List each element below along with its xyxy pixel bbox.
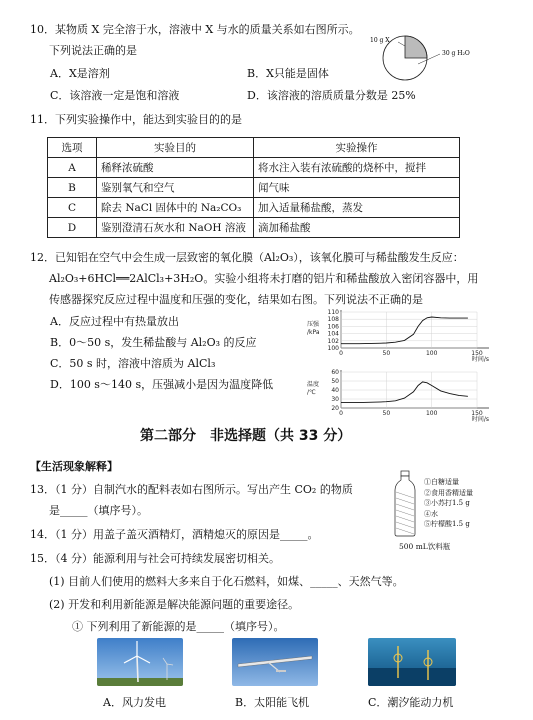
q10-pie-diagram [368,28,488,88]
q13-stem: 13．（1 分）自制汽水的配料表如右图所示。写出产生 CO₂ 的物质 [30,483,353,496]
cell-operation: 闻气味 [254,178,460,198]
x-axis-label: 时间/s [471,416,489,423]
part2-title: 第二部分 非选择题（共 33 分） [140,428,352,444]
wind-turbine-image [97,638,183,686]
y-tick-label: 50 [331,378,339,385]
q11-table [47,137,460,238]
cell-option: B [48,178,97,198]
tidal-turbine-image [368,638,456,686]
y-tick-label: 110 [327,309,339,316]
cell-option: A [48,158,97,178]
cell-operation: 滴加稀盐酸 [254,218,460,238]
x-tick-label: 50 [382,350,391,357]
pie-label-x: 10 g X [370,37,390,44]
list-item: ②食用香精适量 [424,488,473,497]
q10-option-b: B．X只能是固体 [247,67,329,80]
header-purpose: 实验目的 [97,138,254,158]
q12-stem-line3: 传感器探究反应过程中温度和压强的变化，结果如右图。下列说法不正确的是 [49,293,423,306]
x-tick-label: 150 [471,350,483,357]
table-row [48,178,460,198]
x-tick-label: 50 [382,410,391,417]
caption-solar: B．太阳能飞机 [235,696,310,709]
x-tick-label: 0 [339,350,343,357]
cell-operation: 将水注入装有浓硫酸的烧杯中，搅拌 [254,158,460,178]
q13-stem-line2: 是_____（填序号）。 [49,504,148,517]
q10-option-a: A．X是溶剂 [50,67,110,80]
cell-option: C [48,198,97,218]
list-item: ⑤柠檬酸1.5 g [424,520,470,528]
y-tick-label: 108 [327,316,339,324]
q12-stem: 12．已知铝在空气中会生成一层致密的氧化膜（Al₂O₃），该氧化膜可与稀盐酸发生反应： [30,251,464,264]
y-tick-label: 20 [331,405,339,412]
x-tick-label: 150 [471,410,483,417]
pressure-chart [305,308,505,368]
cell-option: D [48,218,97,238]
q12-option-a: A．反应过程中有热量放出 [50,315,179,328]
cell-purpose: 鉴别氧气和空气 [97,178,254,198]
x-tick-label: 100 [425,350,438,357]
section-subtitle: 【生活现象解释】 [30,460,118,473]
y-tick-label: 30 [331,396,339,403]
cell-purpose: 鉴别澄清石灰水和 NaOH 溶液 [97,218,254,238]
table-row [48,198,460,218]
list-item: ③小苏打1.5 g [424,499,470,507]
y-axis-label: 温度 [307,381,320,388]
q15-part1: (1) 目前人们使用的燃料大多来自于化石燃料，如煤、_____、天然气等。 [49,575,404,588]
bottle-icon [390,470,420,538]
q12-option-d: D．100 s～140 s，压强减小是因为温度降低 [50,378,274,391]
q10-option-c: C．该溶液一定是饱和溶液 [50,89,180,102]
bottle-ingredient-list [424,477,473,530]
q10-stem-line2: 下列说法正确的是 [49,44,137,57]
y-tick-label: 102 [327,337,339,345]
x-tick-label: 0 [339,410,343,417]
table-header-row [48,138,460,158]
caption-tidal: C．潮汐能动力机 [368,696,454,709]
solar-plane-image [232,638,318,686]
y-tick-label: 60 [331,369,339,376]
temperature-chart [305,368,505,426]
caption-wind: A．风力发电 [103,696,166,709]
cell-purpose: 稀释浓硫酸 [97,158,254,178]
y-axis-unit: /℃ [307,389,316,396]
pie-slice-x [405,36,427,58]
y-axis-unit: /kPa [307,329,320,336]
x-axis-label: 时间/s [471,356,489,363]
y-tick-label: 104 [327,330,339,338]
list-item: ④水 [424,509,438,518]
y-tick-label: 100 [327,345,339,352]
y-tick-label: 106 [327,323,339,331]
x-tick-label: 100 [425,410,438,417]
table-row [48,158,460,178]
header-option: 选项 [48,138,97,158]
bottle-caption: 500 mL饮料瓶 [399,542,451,551]
pie-label-water: 30 g H₂O [442,50,470,57]
q10-stem: 10．某物质 X 完全溶于水，溶液中 X 与水的质量关系如右图所示。 [30,23,360,36]
cell-operation: 加入适量稀盐酸，蒸发 [254,198,460,218]
q15-part2: (2) 开发和利用新能源是解决能源问题的重要途径。 [49,598,300,611]
cell-purpose: 除去 NaCl 固体中的 Na₂CO₃ [97,198,254,218]
y-tick-label: 40 [331,387,339,394]
q14-stem: 14．（1 分）用盖子盖灭酒精灯，酒精熄灭的原因是_____。 [30,528,319,541]
list-item: ①白糖适量 [424,478,459,486]
q11-stem: 11．下列实验操作中，能达到实验目的的是 [30,113,242,126]
q10-option-d: D．该溶液的溶质质量分数是 25% [247,89,416,102]
series-line [341,317,468,344]
q15-part2-sub1: ① 下列利用了新能源的是_____（填序号）。 [72,620,285,633]
q12-option-b: B．0～50 s，发生稀盐酸与 Al₂O₃ 的反应 [50,336,257,349]
series-line [341,382,468,403]
table-row [48,218,460,238]
y-axis-label: 压强 [307,321,320,328]
q12-stem-line2: Al₂O₃+6HCl══2AlCl₃+3H₂O。实验小组将未打磨的铝片和稀盐酸放入密闭容器中，用 [49,272,479,285]
q15-stem: 15．（4 分）能源利用与社会可持续发展密切相关。 [30,552,280,565]
q12-option-c: C．50 s 时，溶液中溶质为 AlCl₃ [50,357,216,370]
header-operation: 实验操作 [254,138,460,158]
